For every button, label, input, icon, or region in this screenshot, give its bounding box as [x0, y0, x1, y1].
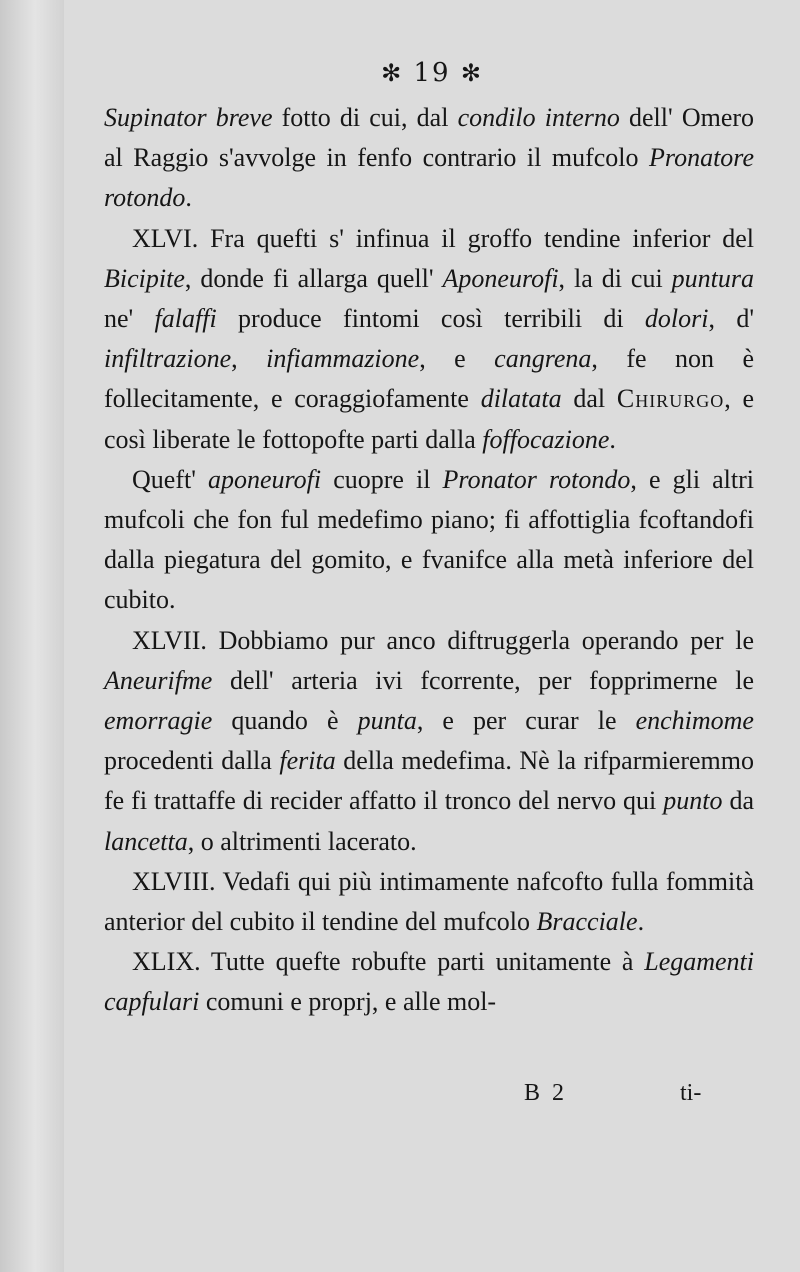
term-italic: Supinator breve [104, 103, 273, 132]
term-italic: Bracciale [536, 907, 638, 937]
book-gutter [0, 0, 65, 1272]
term-italic: Pronator rotondo [442, 464, 631, 494]
text-run: . [637, 907, 645, 937]
paragraph-XLIX [104, 942, 754, 1022]
text-run: fotto di cui, dal [272, 103, 458, 132]
text-run: XLVI. Fra quefti s' infinua il groffo tendine inferior del [132, 223, 754, 253]
term-italic: punto [663, 786, 723, 816]
text-run: , la di cui [558, 263, 672, 293]
term-italic: Bicipite [104, 263, 185, 293]
text-run: dell' Omero al Raggio s'avvolge in fenfo contrario il mufcolo [104, 103, 755, 173]
text-run: , donde fi allarga quell' [184, 263, 443, 293]
text-run: , e così liberate le fottopofte parti dalla [104, 384, 754, 454]
text-run: . [609, 424, 616, 454]
term-italic: Legamenti capfulari [104, 947, 754, 1017]
ornament-star-icon: ✻ [460, 59, 483, 87]
text-run: cuopre il [321, 464, 443, 494]
text-run: , o altrimenti lacerato. [187, 826, 417, 856]
term-italic: dilatata [480, 384, 562, 414]
term-italic: foffocazione [482, 424, 610, 454]
term-italic: ferita [279, 746, 336, 776]
text-run: . [185, 183, 192, 213]
paragraph-XLVIII [104, 862, 754, 942]
term-italic: Aponeurofi [442, 263, 559, 293]
paragraph-1 [104, 98, 754, 219]
text-run: quando è [212, 706, 358, 736]
text-run: , [231, 344, 267, 374]
term-italic: emorragie [104, 706, 213, 736]
signature-mark: B 2 [524, 1080, 568, 1106]
term-italic: Pronatore rotondo [104, 143, 754, 213]
text-run: XLVII. Dobbiamo pur anco diftruggerla operando per le [132, 625, 754, 655]
term-italic: infiammazione [266, 344, 420, 374]
paragraph-XLVII [104, 621, 754, 862]
term-italic: lancetta [104, 826, 188, 856]
term-italic: Aneurifme [104, 665, 213, 695]
text-run: XLIX. Tutte quefte robufte parti unitamente à [132, 947, 645, 977]
text-run: da [722, 786, 754, 816]
text-run: produce fintomi così terribili di [216, 304, 645, 334]
text-run: , e [419, 344, 495, 374]
term-italic: infiltrazione [104, 344, 232, 374]
catchword: ti- [680, 1080, 702, 1106]
term-italic: falaffi [154, 304, 217, 334]
term-small-caps: Chirurgo [616, 384, 725, 414]
text-run: comuni e proprj, e alle mol- [199, 987, 497, 1017]
text-run: dal [561, 384, 617, 414]
text-run: procedenti dalla [104, 746, 280, 776]
text-run: , fe non è follecitamente, e coraggiofamente [104, 344, 754, 414]
book-page [64, 0, 800, 1272]
text-run: XLVIII. Vedafi qui più intimamente nafcofto fulla fommità anterior del cubito il tendine del mufcolo [104, 866, 754, 937]
term-italic: aponeurofi [207, 464, 322, 494]
term-italic: cangrena [494, 344, 592, 374]
text-run: dell' arteria ivi fcorrente, per fopprimerne le [212, 665, 754, 695]
text-run: , e gli altri mufcoli che fon ful medefimo piano; fi affottiglia fcoftandofi dalla piegatura del gomito, e fvanifce alla metà inferiore del cubito. [104, 464, 754, 615]
paragraph-aponeurosis [104, 460, 754, 621]
text-run: , d' [708, 304, 754, 334]
text-run: Queft' [132, 464, 208, 494]
term-italic: punta [357, 706, 417, 736]
text-run: , e per curar le [416, 706, 636, 736]
ornament-star-icon: ✻ [381, 59, 404, 87]
term-italic: condilo interno [457, 103, 620, 132]
text-run: ne' [104, 304, 155, 334]
page-footer [104, 1080, 754, 1120]
body-text [104, 98, 754, 1023]
text-run: della medefima. Nè la rifparmieremmo fe fi trattaffe di recider affatto il tronco del nervo qui [104, 746, 754, 816]
term-italic: dolori [644, 304, 709, 334]
term-italic: enchimome [635, 706, 754, 736]
paragraph-XLVI [104, 219, 754, 460]
page-number: 19 [413, 58, 451, 88]
page-header [64, 58, 800, 88]
term-italic: puntura [671, 263, 754, 293]
